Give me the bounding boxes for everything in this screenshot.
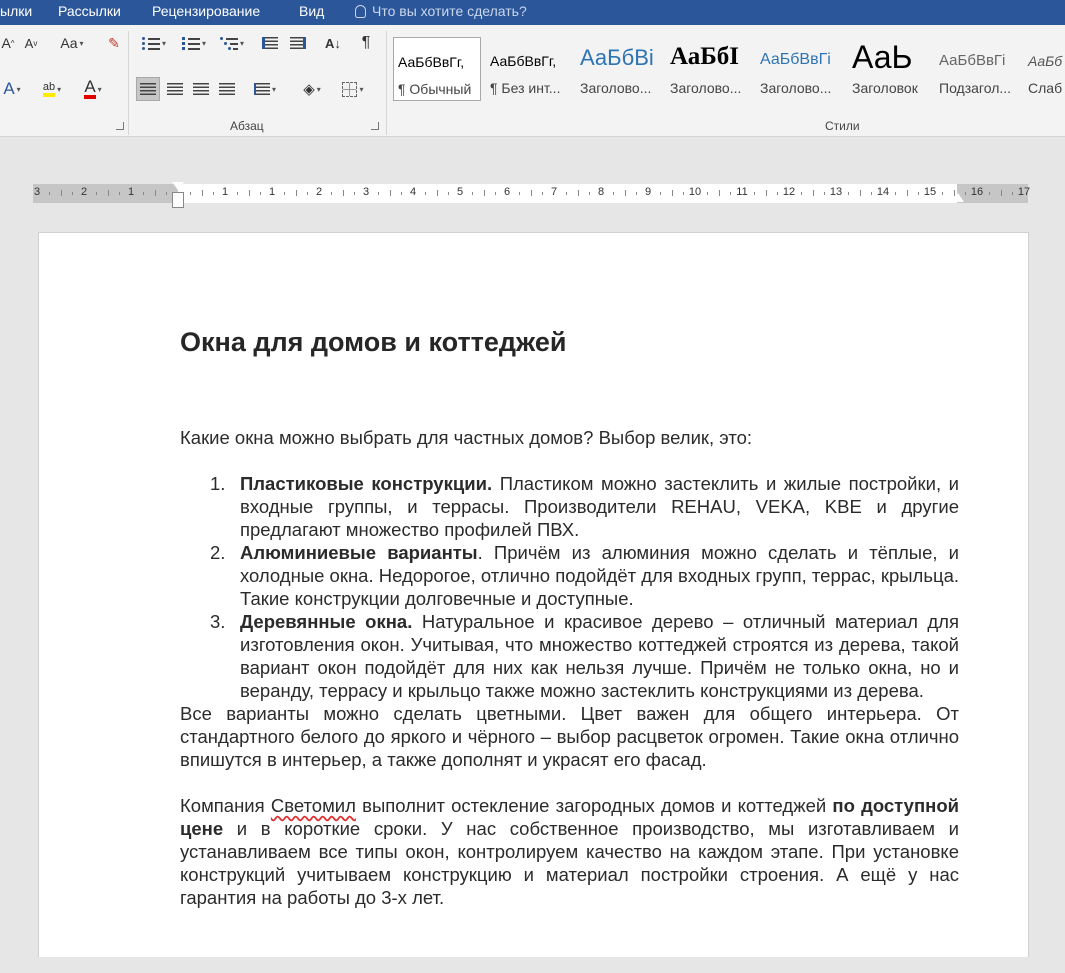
ruler-number: 17 <box>1017 186 1031 198</box>
style-heading-3[interactable] <box>756 37 838 101</box>
list-item-text: . Причём из алюминия можно сделать и тёплые, и холодные окна. Недорогое, отлично подойдёт для входных групп, террас, крыльца. Такие конструкции долговечные и доступные. <box>240 542 960 609</box>
company-price-bold: по доступной цене <box>180 795 959 839</box>
font-dialog-launcher[interactable] <box>116 122 124 130</box>
ruler-number: 7 <box>550 186 558 198</box>
tab-mailings[interactable]: Рассылки <box>58 3 121 19</box>
company-paragraph <box>180 794 959 909</box>
style-sample: АаЬ <box>852 39 913 75</box>
ruler-tick <box>425 192 426 195</box>
ruler-tick <box>719 190 720 196</box>
ruler-tick <box>625 190 626 196</box>
ruler-tick <box>660 192 661 195</box>
list-item-heading: Деревянные окна. <box>240 611 413 632</box>
ruler-tick <box>378 192 379 195</box>
ruler-tick <box>907 190 908 196</box>
ruler-tick <box>989 192 990 195</box>
paragraph-dialog-launcher[interactable] <box>371 122 379 130</box>
ribbon-separator <box>128 31 129 135</box>
company-name-misspelled[interactable]: Светомил <box>270 795 356 816</box>
align-center-icon <box>167 83 183 95</box>
font-color-button[interactable]: A ▾ <box>76 77 110 101</box>
style-sample: АаБбВі <box>580 45 654 70</box>
status-area <box>0 957 1065 973</box>
font-color-icon: A <box>84 79 95 99</box>
ruler-tick <box>824 192 825 195</box>
ruler-tick <box>119 192 120 195</box>
style-sample: АаБбВвГі <box>939 52 1006 69</box>
ruler-tick <box>965 192 966 195</box>
ruler-tick <box>484 190 485 196</box>
ruler-tick <box>578 190 579 196</box>
ruler-number: 3 <box>362 186 370 198</box>
ruler-number: 4 <box>409 186 417 198</box>
style-name: Заголово... <box>670 80 742 96</box>
ruler-number: 1 <box>221 186 229 198</box>
borders-button[interactable]: ▾ <box>335 77 371 101</box>
ruler-tick <box>707 192 708 195</box>
ruler-number: 15 <box>923 186 937 198</box>
ruler-tick <box>96 192 97 195</box>
ruler-number: 13 <box>829 186 843 198</box>
highlight-button[interactable]: ab ▾ <box>34 77 70 101</box>
style-name: Заголово... <box>760 80 832 96</box>
ruler-tick <box>202 190 203 196</box>
ruler-tick <box>730 192 731 195</box>
ruler-tick <box>801 192 802 195</box>
ruler-tick <box>942 192 943 195</box>
ruler-tick <box>437 190 438 196</box>
paint-bucket-icon: ◈ <box>303 81 315 98</box>
decrease-indent-icon <box>262 37 278 49</box>
list-number: 1. <box>210 473 226 494</box>
ruler-tick <box>213 192 214 195</box>
left-indent-marker[interactable] <box>172 192 184 208</box>
ruler-number: 9 <box>644 186 652 198</box>
align-left-icon <box>140 83 156 95</box>
ruler-tick <box>331 192 332 195</box>
windows-list <box>180 472 959 909</box>
tell-me-text: Что вы хотите сделать? <box>372 3 527 19</box>
ruler-number: 14 <box>876 186 890 198</box>
right-indent-marker[interactable] <box>952 193 964 202</box>
ruler-number: 3 <box>33 186 41 198</box>
ruler-tick <box>542 192 543 195</box>
bullets-button[interactable]: ▾ <box>136 31 172 55</box>
multilevel-list-button[interactable]: ▾ <box>215 31 249 55</box>
pilcrow-icon: ¶ <box>361 34 371 51</box>
justify-button[interactable] <box>215 77 239 101</box>
style-sample: АаБбВвГг, <box>490 53 557 69</box>
list-item-text: Натуральное и красивое дерево – отличный материал для изготовления окон. Учитывая, что множество коттеджей строятся из дерева, такой вариант окон подойдёт для них как нельзя лучше. Причём не только окна, но и веранду, террасу и крыльцо также можно застеклить конструкциями из дерева. <box>240 611 959 701</box>
ruler-number: 12 <box>782 186 796 198</box>
ruler-tick <box>766 190 767 196</box>
multilevel-list-icon <box>220 36 238 50</box>
ruler-tick <box>166 192 167 195</box>
ruler-number: 11 <box>736 186 748 198</box>
grow-font-icon: A <box>1 35 11 51</box>
ruler-tick <box>296 190 297 196</box>
ribbon <box>0 25 1065 137</box>
ruler-tick <box>448 192 449 195</box>
ruler-tick <box>613 192 614 195</box>
style-name: ¶ Без инт... <box>490 80 561 96</box>
ruler-number: 2 <box>80 186 88 198</box>
ruler-tick <box>354 192 355 195</box>
ruler-tick <box>237 192 238 195</box>
style-subtitle[interactable] <box>935 37 1019 101</box>
clear-formatting-button[interactable] <box>103 31 125 55</box>
shrink-font-icon: A <box>24 35 34 51</box>
style-normal[interactable] <box>393 37 481 101</box>
style-heading-2[interactable] <box>666 37 748 101</box>
ribbon-separator <box>386 31 387 135</box>
sort-button[interactable] <box>321 31 345 55</box>
ruler-tick <box>1012 192 1013 195</box>
ruler-number: 8 <box>597 186 605 198</box>
ruler-number: 5 <box>456 186 464 198</box>
ruler-tick <box>672 190 673 196</box>
shrink-font-button[interactable]: A v <box>24 35 38 51</box>
ruler-tick <box>813 190 814 196</box>
document-title: Окна для домов и коттеджей <box>180 327 567 357</box>
ruler-number: 6 <box>503 186 511 198</box>
ruler-tick <box>401 192 402 195</box>
style-name: Подзагол... <box>939 80 1012 96</box>
ruler-tick <box>284 192 285 195</box>
list-number: 3. <box>210 611 226 632</box>
ruler-tick <box>1001 190 1002 196</box>
tell-me-search[interactable] <box>355 3 527 19</box>
style-subtle-emphasis[interactable] <box>1024 37 1065 101</box>
style-sample: АаБбІ <box>670 43 739 70</box>
list-item <box>180 610 959 702</box>
list-item-heading: Алюминиевые варианты <box>240 542 478 563</box>
justify-icon <box>219 83 235 95</box>
numbering-icon <box>182 36 200 50</box>
document-page[interactable] <box>38 232 1029 973</box>
ruler-number: 1 <box>127 186 135 198</box>
style-sample: АаБбВвГі <box>760 51 831 68</box>
ruler-tick <box>260 192 261 195</box>
increase-indent-icon <box>290 37 306 49</box>
increase-indent-button[interactable] <box>286 31 310 55</box>
ruler-tick <box>895 192 896 195</box>
ruler-tick <box>307 192 308 195</box>
style-sample: АаБбВвГг, <box>398 54 465 70</box>
align-left-button[interactable] <box>136 77 160 101</box>
ruler-tick <box>871 192 872 195</box>
lightbulb-icon <box>355 5 366 18</box>
ruler-tick <box>49 192 50 195</box>
ruler-tick <box>848 192 849 195</box>
tab-view[interactable]: Вид <box>299 3 325 19</box>
list-item <box>180 472 959 541</box>
ruler-number: 10 <box>688 186 702 198</box>
numbering-button[interactable]: ▾ <box>176 31 212 55</box>
ruler-tick <box>249 190 250 196</box>
align-right-button[interactable] <box>189 77 213 101</box>
ruler-number: 1 <box>268 186 276 198</box>
ruler-tick <box>155 190 156 196</box>
ruler-tick <box>72 192 73 195</box>
tab-references[interactable]: ылки <box>0 3 33 19</box>
ruler-tick <box>390 190 391 196</box>
tab-review[interactable]: Рецензирование <box>152 3 261 19</box>
ruler-tick <box>683 192 684 195</box>
ruler-tick <box>519 192 520 195</box>
ruler-tick <box>589 192 590 195</box>
list-item-heading: Пластиковые конструкции. <box>240 473 493 494</box>
ribbon-tabs-bar <box>0 0 1065 25</box>
ruler-tick <box>777 192 778 195</box>
first-line-indent-marker[interactable] <box>172 182 184 190</box>
ruler-tick <box>860 190 861 196</box>
intro-paragraph: Какие окна можно выбрать для частных домов? Выбор велик, это: <box>180 427 753 448</box>
change-case-icon: Aa <box>60 35 78 51</box>
grow-font-button[interactable]: A ^ <box>1 35 15 51</box>
align-right-icon <box>193 83 209 95</box>
text-effects-button[interactable]: A ▾ <box>3 79 21 98</box>
ruler-left-margin <box>33 184 178 203</box>
highlighter-icon: ab <box>43 81 55 97</box>
ruler-tick <box>918 192 919 195</box>
company-prefix: Компания <box>180 795 271 816</box>
ruler-tick <box>636 192 637 195</box>
clear-formatting-icon: ✎ <box>108 34 120 51</box>
style-name: Заголово... <box>580 80 652 96</box>
ruler-tick <box>531 190 532 196</box>
list-number: 2. <box>210 542 226 563</box>
ruler-tick <box>61 190 62 196</box>
ruler-tick <box>143 192 144 195</box>
shading-button[interactable]: ◈ ▾ <box>303 81 321 98</box>
style-name: Слаб <box>1028 80 1063 96</box>
change-case-button[interactable]: Aa ▾ <box>60 35 84 51</box>
borders-icon <box>342 82 357 97</box>
paragraph-group-label: Абзац <box>230 119 264 133</box>
list-item <box>180 541 959 610</box>
ruler-number: 2 <box>315 186 323 198</box>
ruler-tick <box>472 192 473 195</box>
style-heading-1[interactable] <box>576 37 656 101</box>
sort-icon: A↓ <box>325 35 341 51</box>
style-name: Заголовок <box>852 80 918 96</box>
style-no-spacing[interactable] <box>486 37 572 101</box>
styles-group-label: Стили <box>825 119 860 133</box>
list-item-text: Пластиком можно застеклить и жилые постройки, и входные группы, и террасы. Производители REHAU, VEKA, KBE и другие предлагают множество профилей ПВХ. <box>240 473 959 540</box>
ruler-tick <box>495 192 496 195</box>
ruler-tick <box>754 192 755 195</box>
text-effects-icon: A <box>3 79 15 98</box>
ruler-tick <box>190 192 191 195</box>
ruler-number: 16 <box>970 186 984 198</box>
ruler-tick <box>566 192 567 195</box>
style-sample: АаБб <box>1028 53 1063 69</box>
colors-paragraph: Все варианты можно сделать цветными. Цвет важен для общего интерьера. От стандартного белого до яркого и чёрного – выбор расцветок огромен. Такие окна отлично впишутся в интерьер, а также дополнят и украсят его фасад. <box>180 703 959 770</box>
horizontal-ruler[interactable] <box>33 184 1031 203</box>
company-text-rest: и в короткие сроки. У нас собственное производство, мы изготавливаем и устанавливаем все типы окон, контролируем качество на каждом этапе. При установке конструкций учитываем конструкцию и материал постройки строения. А ещё у нас гарантия на работы до 3-х лет. <box>180 818 959 908</box>
style-name: ¶ Обычный <box>398 81 472 97</box>
decrease-indent-button[interactable] <box>258 31 282 55</box>
align-center-button[interactable] <box>163 77 187 101</box>
ruler-tick <box>343 190 344 196</box>
bullets-icon <box>142 36 160 50</box>
show-marks-button[interactable] <box>355 31 377 55</box>
company-text: выполнит остекление загородных домов и коттеджей <box>355 795 833 816</box>
line-spacing-icon <box>254 83 270 95</box>
line-spacing-button[interactable]: ▾ <box>247 77 283 101</box>
style-title[interactable] <box>848 37 930 101</box>
ruler-tick <box>108 190 109 196</box>
